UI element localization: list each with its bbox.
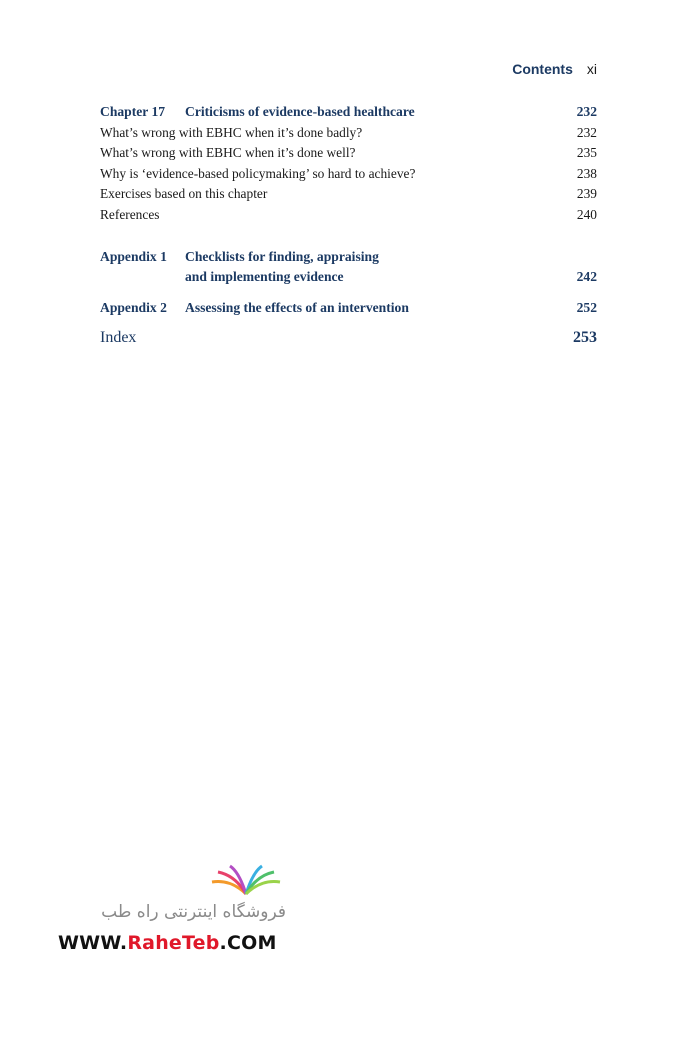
watermark-persian-text: فروشگاه اینترنتی راه طب	[101, 902, 286, 922]
section-page: 232	[576, 124, 597, 140]
appendix-title: Assessing the effects of an intervention	[185, 299, 409, 315]
section-title: What’s wrong with EBHC when it’s done well?	[100, 145, 356, 161]
toc-section[interactable]	[100, 184, 597, 205]
toc-appendix-1-continued[interactable]	[100, 267, 597, 288]
index-page: 253	[573, 329, 597, 347]
section-page: 235	[576, 145, 597, 161]
table-of-contents	[100, 102, 597, 348]
toc-appendix-1[interactable]	[100, 247, 597, 268]
toc-chapter-17[interactable]	[100, 102, 597, 123]
appendix-title-line-1: Checklists for finding, appraising	[185, 248, 379, 264]
appendix-page: 242	[576, 269, 597, 285]
index-title: Index	[100, 329, 137, 347]
spacer	[100, 226, 597, 247]
spacer	[100, 288, 597, 298]
section-title: Why is ‘evidence-based policymaking’ so hard to achieve?	[100, 165, 416, 181]
section-page: 238	[576, 165, 597, 181]
spacer	[100, 318, 597, 328]
section-title: What’s wrong with EBHC when it’s done badly?	[100, 124, 363, 140]
running-head	[512, 61, 597, 81]
watermark	[56, 860, 296, 960]
toc-section[interactable]	[100, 205, 597, 226]
running-head-title: Contents	[512, 61, 573, 77]
watermark-url[interactable]	[58, 932, 277, 954]
appendix-page: 252	[576, 299, 597, 315]
section-page: 240	[576, 206, 597, 222]
toc-section[interactable]	[100, 123, 597, 144]
url-suffix: .COM	[219, 932, 277, 954]
chapter-label: Chapter 17	[100, 104, 166, 119]
section-page: 239	[576, 186, 597, 202]
section-title: References	[100, 206, 160, 222]
chapter-page: 232	[576, 104, 597, 119]
toc-section[interactable]	[100, 164, 597, 185]
running-head-page-number: xi	[586, 61, 597, 77]
toc-section[interactable]	[100, 143, 597, 164]
appendix-label: Appendix 1	[100, 248, 167, 264]
appendix-title-line-2: and implementing evidence	[185, 269, 344, 285]
url-accent: RaheTeb	[127, 932, 220, 954]
toc-index[interactable]	[100, 328, 597, 348]
url-prefix: WWW.	[58, 932, 128, 954]
open-book-rainbow-icon	[206, 864, 286, 898]
section-title: Exercises based on this chapter	[100, 186, 268, 202]
toc-appendix-2[interactable]	[100, 298, 597, 319]
chapter-title: Criticisms of evidence-based healthcare	[185, 104, 415, 119]
appendix-label: Appendix 2	[100, 299, 167, 315]
